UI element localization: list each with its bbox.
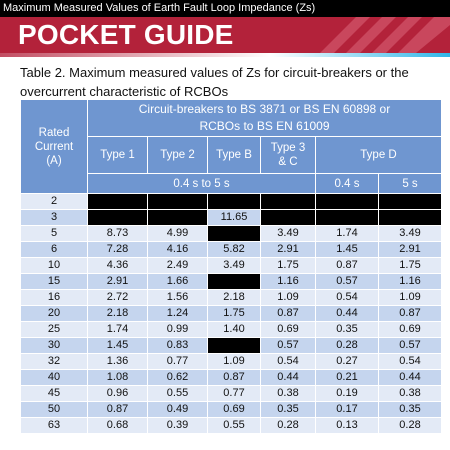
zs-value-cell: 3.49 bbox=[261, 226, 316, 242]
zs-value-cell: 0.54 bbox=[261, 354, 316, 370]
table-row bbox=[21, 274, 442, 290]
table-row bbox=[21, 370, 442, 386]
table-row bbox=[21, 226, 442, 242]
zs-value-cell: 1.74 bbox=[88, 322, 148, 338]
table-row bbox=[21, 242, 442, 258]
redacted-cell bbox=[148, 210, 208, 226]
redacted-cell bbox=[316, 210, 379, 226]
zs-value-cell: 0.87 bbox=[208, 370, 261, 386]
zs-value-cell: 0.44 bbox=[379, 370, 442, 386]
type-2-header: Type 2 bbox=[148, 137, 208, 174]
rated-current-cell: 20 bbox=[21, 306, 88, 322]
zs-value-cell: 7.28 bbox=[88, 242, 148, 258]
breaker-standards-line-1: Circuit-breakers to BS 3871 or BS EN 60898 or bbox=[138, 102, 391, 116]
table-row bbox=[21, 322, 442, 338]
zs-value-cell: 0.21 bbox=[316, 370, 379, 386]
zs-value-cell: 0.77 bbox=[148, 354, 208, 370]
table-body bbox=[21, 194, 442, 434]
zs-value-cell: 1.16 bbox=[261, 274, 316, 290]
zs-value-cell: 0.35 bbox=[379, 402, 442, 418]
zs-value-cell: 0.54 bbox=[379, 354, 442, 370]
zs-value-cell: 1.66 bbox=[148, 274, 208, 290]
zs-value-cell: 0.99 bbox=[148, 322, 208, 338]
zs-value-cell: 0.27 bbox=[316, 354, 379, 370]
type-b-header: Type B bbox=[208, 137, 261, 174]
rated-current-cell: 6 bbox=[21, 242, 88, 258]
rated-current-cell: 50 bbox=[21, 402, 88, 418]
zs-value-cell: 1.45 bbox=[316, 242, 379, 258]
banner-title: POCKET GUIDE bbox=[18, 19, 234, 50]
zs-value-cell: 1.75 bbox=[261, 258, 316, 274]
zs-value-cell: 4.16 bbox=[148, 242, 208, 258]
zs-value-cell: 0.17 bbox=[316, 402, 379, 418]
zs-value-cell: 1.45 bbox=[88, 338, 148, 354]
rated-current-cell: 63 bbox=[21, 418, 88, 434]
zs-value-cell: 0.96 bbox=[88, 386, 148, 402]
zs-value-cell: 3.49 bbox=[379, 226, 442, 242]
zs-value-cell: 0.87 bbox=[88, 402, 148, 418]
rated-current-cell: 15 bbox=[21, 274, 88, 290]
redacted-cell bbox=[379, 210, 442, 226]
zs-value-cell: 0.87 bbox=[261, 306, 316, 322]
redacted-cell bbox=[261, 194, 316, 210]
zs-value-cell: 4.99 bbox=[148, 226, 208, 242]
zs-value-cell: 0.54 bbox=[316, 290, 379, 306]
rated-current-cell: 10 bbox=[21, 258, 88, 274]
zs-value-cell: 1.09 bbox=[261, 290, 316, 306]
zs-value-cell: 0.28 bbox=[261, 418, 316, 434]
window-title-bar bbox=[0, 0, 450, 17]
zs-value-cell: 0.28 bbox=[379, 418, 442, 434]
zs-value-cell: 0.57 bbox=[261, 338, 316, 354]
zs-value-cell: 0.87 bbox=[379, 306, 442, 322]
zs-value-cell: 0.68 bbox=[88, 418, 148, 434]
zs-value-cell: 5.82 bbox=[208, 242, 261, 258]
table-row bbox=[21, 386, 442, 402]
zs-value-cell: 0.39 bbox=[148, 418, 208, 434]
rated-current-cell: 30 bbox=[21, 338, 88, 354]
zs-value-cell: 2.18 bbox=[208, 290, 261, 306]
redacted-cell bbox=[208, 194, 261, 210]
zs-value-cell: 2.49 bbox=[148, 258, 208, 274]
zs-value-cell: 0.57 bbox=[316, 274, 379, 290]
zs-value-cell: 0.77 bbox=[208, 386, 261, 402]
zs-value-cell: 1.74 bbox=[316, 226, 379, 242]
type-3-c-line-1: Type 3 bbox=[270, 142, 306, 154]
rated-current-cell: 5 bbox=[21, 226, 88, 242]
zs-value-cell: 0.35 bbox=[316, 322, 379, 338]
rated-current-header bbox=[21, 100, 88, 194]
rated-current-cell: 16 bbox=[21, 290, 88, 306]
zs-value-cell: 0.38 bbox=[261, 386, 316, 402]
banner-accent-strip bbox=[0, 53, 450, 57]
zs-value-cell: 1.16 bbox=[379, 274, 442, 290]
pocket-guide-banner bbox=[0, 17, 450, 53]
zs-value-cell: 0.38 bbox=[379, 386, 442, 402]
zs-value-cell: 1.08 bbox=[88, 370, 148, 386]
zs-value-cell: 1.09 bbox=[208, 354, 261, 370]
table-row bbox=[21, 354, 442, 370]
breaker-standards-header bbox=[88, 100, 442, 137]
zs-value-cell: 0.87 bbox=[316, 258, 379, 274]
rated-current-cell: 3 bbox=[21, 210, 88, 226]
zs-value-cell: 0.49 bbox=[148, 402, 208, 418]
table-caption: Table 2. Maximum measured values of Zs for circuit-breakers or the overcurrent characteristic of RCBOs bbox=[20, 65, 409, 99]
zs-value-cell: 2.91 bbox=[379, 242, 442, 258]
zs-value-cell: 3.49 bbox=[208, 258, 261, 274]
redacted-cell bbox=[261, 210, 316, 226]
table-row bbox=[21, 306, 442, 322]
rated-current-cell: 2 bbox=[21, 194, 88, 210]
type-d-header: Type D bbox=[316, 137, 442, 174]
zs-value-cell: 1.09 bbox=[379, 290, 442, 306]
zs-table-container bbox=[20, 99, 441, 434]
redacted-cell bbox=[208, 338, 261, 354]
redacted-cell bbox=[148, 194, 208, 210]
zs-value-cell: 0.83 bbox=[148, 338, 208, 354]
table-row bbox=[21, 418, 442, 434]
window-title: Maximum Measured Values of Earth Fault Loop Impedance (Zs) bbox=[3, 2, 316, 14]
rated-current-line-3: (A) bbox=[46, 154, 62, 167]
zs-value-cell: 0.55 bbox=[148, 386, 208, 402]
zs-value-cell: 1.75 bbox=[208, 306, 261, 322]
zs-value-cell: 2.91 bbox=[88, 274, 148, 290]
redacted-cell bbox=[88, 210, 148, 226]
table-row bbox=[21, 194, 442, 210]
zs-value-cell: 0.44 bbox=[261, 370, 316, 386]
rated-current-cell: 40 bbox=[21, 370, 88, 386]
redacted-cell bbox=[316, 194, 379, 210]
table-row bbox=[21, 258, 442, 274]
zs-value-cell: 0.62 bbox=[148, 370, 208, 386]
zs-value-cell: 0.28 bbox=[316, 338, 379, 354]
rated-current-cell: 45 bbox=[21, 386, 88, 402]
zs-value-cell: 4.36 bbox=[88, 258, 148, 274]
zs-value-cell: 0.13 bbox=[316, 418, 379, 434]
zs-value-cell: 0.69 bbox=[208, 402, 261, 418]
redacted-cell bbox=[208, 274, 261, 290]
zs-value-cell: 1.40 bbox=[208, 322, 261, 338]
zs-value-cell: 0.35 bbox=[261, 402, 316, 418]
type-d-time-1-header: 0.4 s bbox=[316, 174, 379, 194]
zs-value-cell: 2.72 bbox=[88, 290, 148, 306]
zs-value-cell: 0.44 bbox=[316, 306, 379, 322]
zs-value-cell: 2.18 bbox=[88, 306, 148, 322]
redacted-cell bbox=[208, 226, 261, 242]
zs-value-cell: 0.69 bbox=[379, 322, 442, 338]
type-3-c-header bbox=[261, 137, 316, 174]
rated-current-cell: 25 bbox=[21, 322, 88, 338]
breaker-standards-line-2: RCBOs to BS EN 61009 bbox=[199, 119, 330, 133]
table-row bbox=[21, 402, 442, 418]
table-row bbox=[21, 338, 442, 354]
zs-value-cell: 1.75 bbox=[379, 258, 442, 274]
type-3-c-line-2: & C bbox=[278, 156, 298, 168]
zs-value-cell: 1.24 bbox=[148, 306, 208, 322]
zs-values-table bbox=[20, 99, 442, 434]
rated-current-line-2: Current bbox=[34, 140, 74, 153]
type-1-header: Type 1 bbox=[88, 137, 148, 174]
zs-value-cell: 1.36 bbox=[88, 354, 148, 370]
time-range-header: 0.4 s to 5 s bbox=[88, 174, 316, 194]
zs-value-cell: 1.56 bbox=[148, 290, 208, 306]
table-row bbox=[21, 290, 442, 306]
redacted-cell bbox=[379, 194, 442, 210]
zs-value-cell: 8.73 bbox=[88, 226, 148, 242]
rated-current-line-1: Rated bbox=[38, 126, 70, 139]
type-d-time-2-header: 5 s bbox=[379, 174, 442, 194]
table-row bbox=[21, 210, 442, 226]
rated-current-cell: 32 bbox=[21, 354, 88, 370]
zs-value-cell: 0.69 bbox=[261, 322, 316, 338]
zs-value-cell: 11.65 bbox=[208, 210, 261, 226]
zs-value-cell: 0.55 bbox=[208, 418, 261, 434]
zs-value-cell: 2.91 bbox=[261, 242, 316, 258]
redacted-cell bbox=[88, 194, 148, 210]
banner-stripes-decoration bbox=[310, 17, 450, 53]
zs-value-cell: 0.19 bbox=[316, 386, 379, 402]
zs-value-cell: 0.57 bbox=[379, 338, 442, 354]
